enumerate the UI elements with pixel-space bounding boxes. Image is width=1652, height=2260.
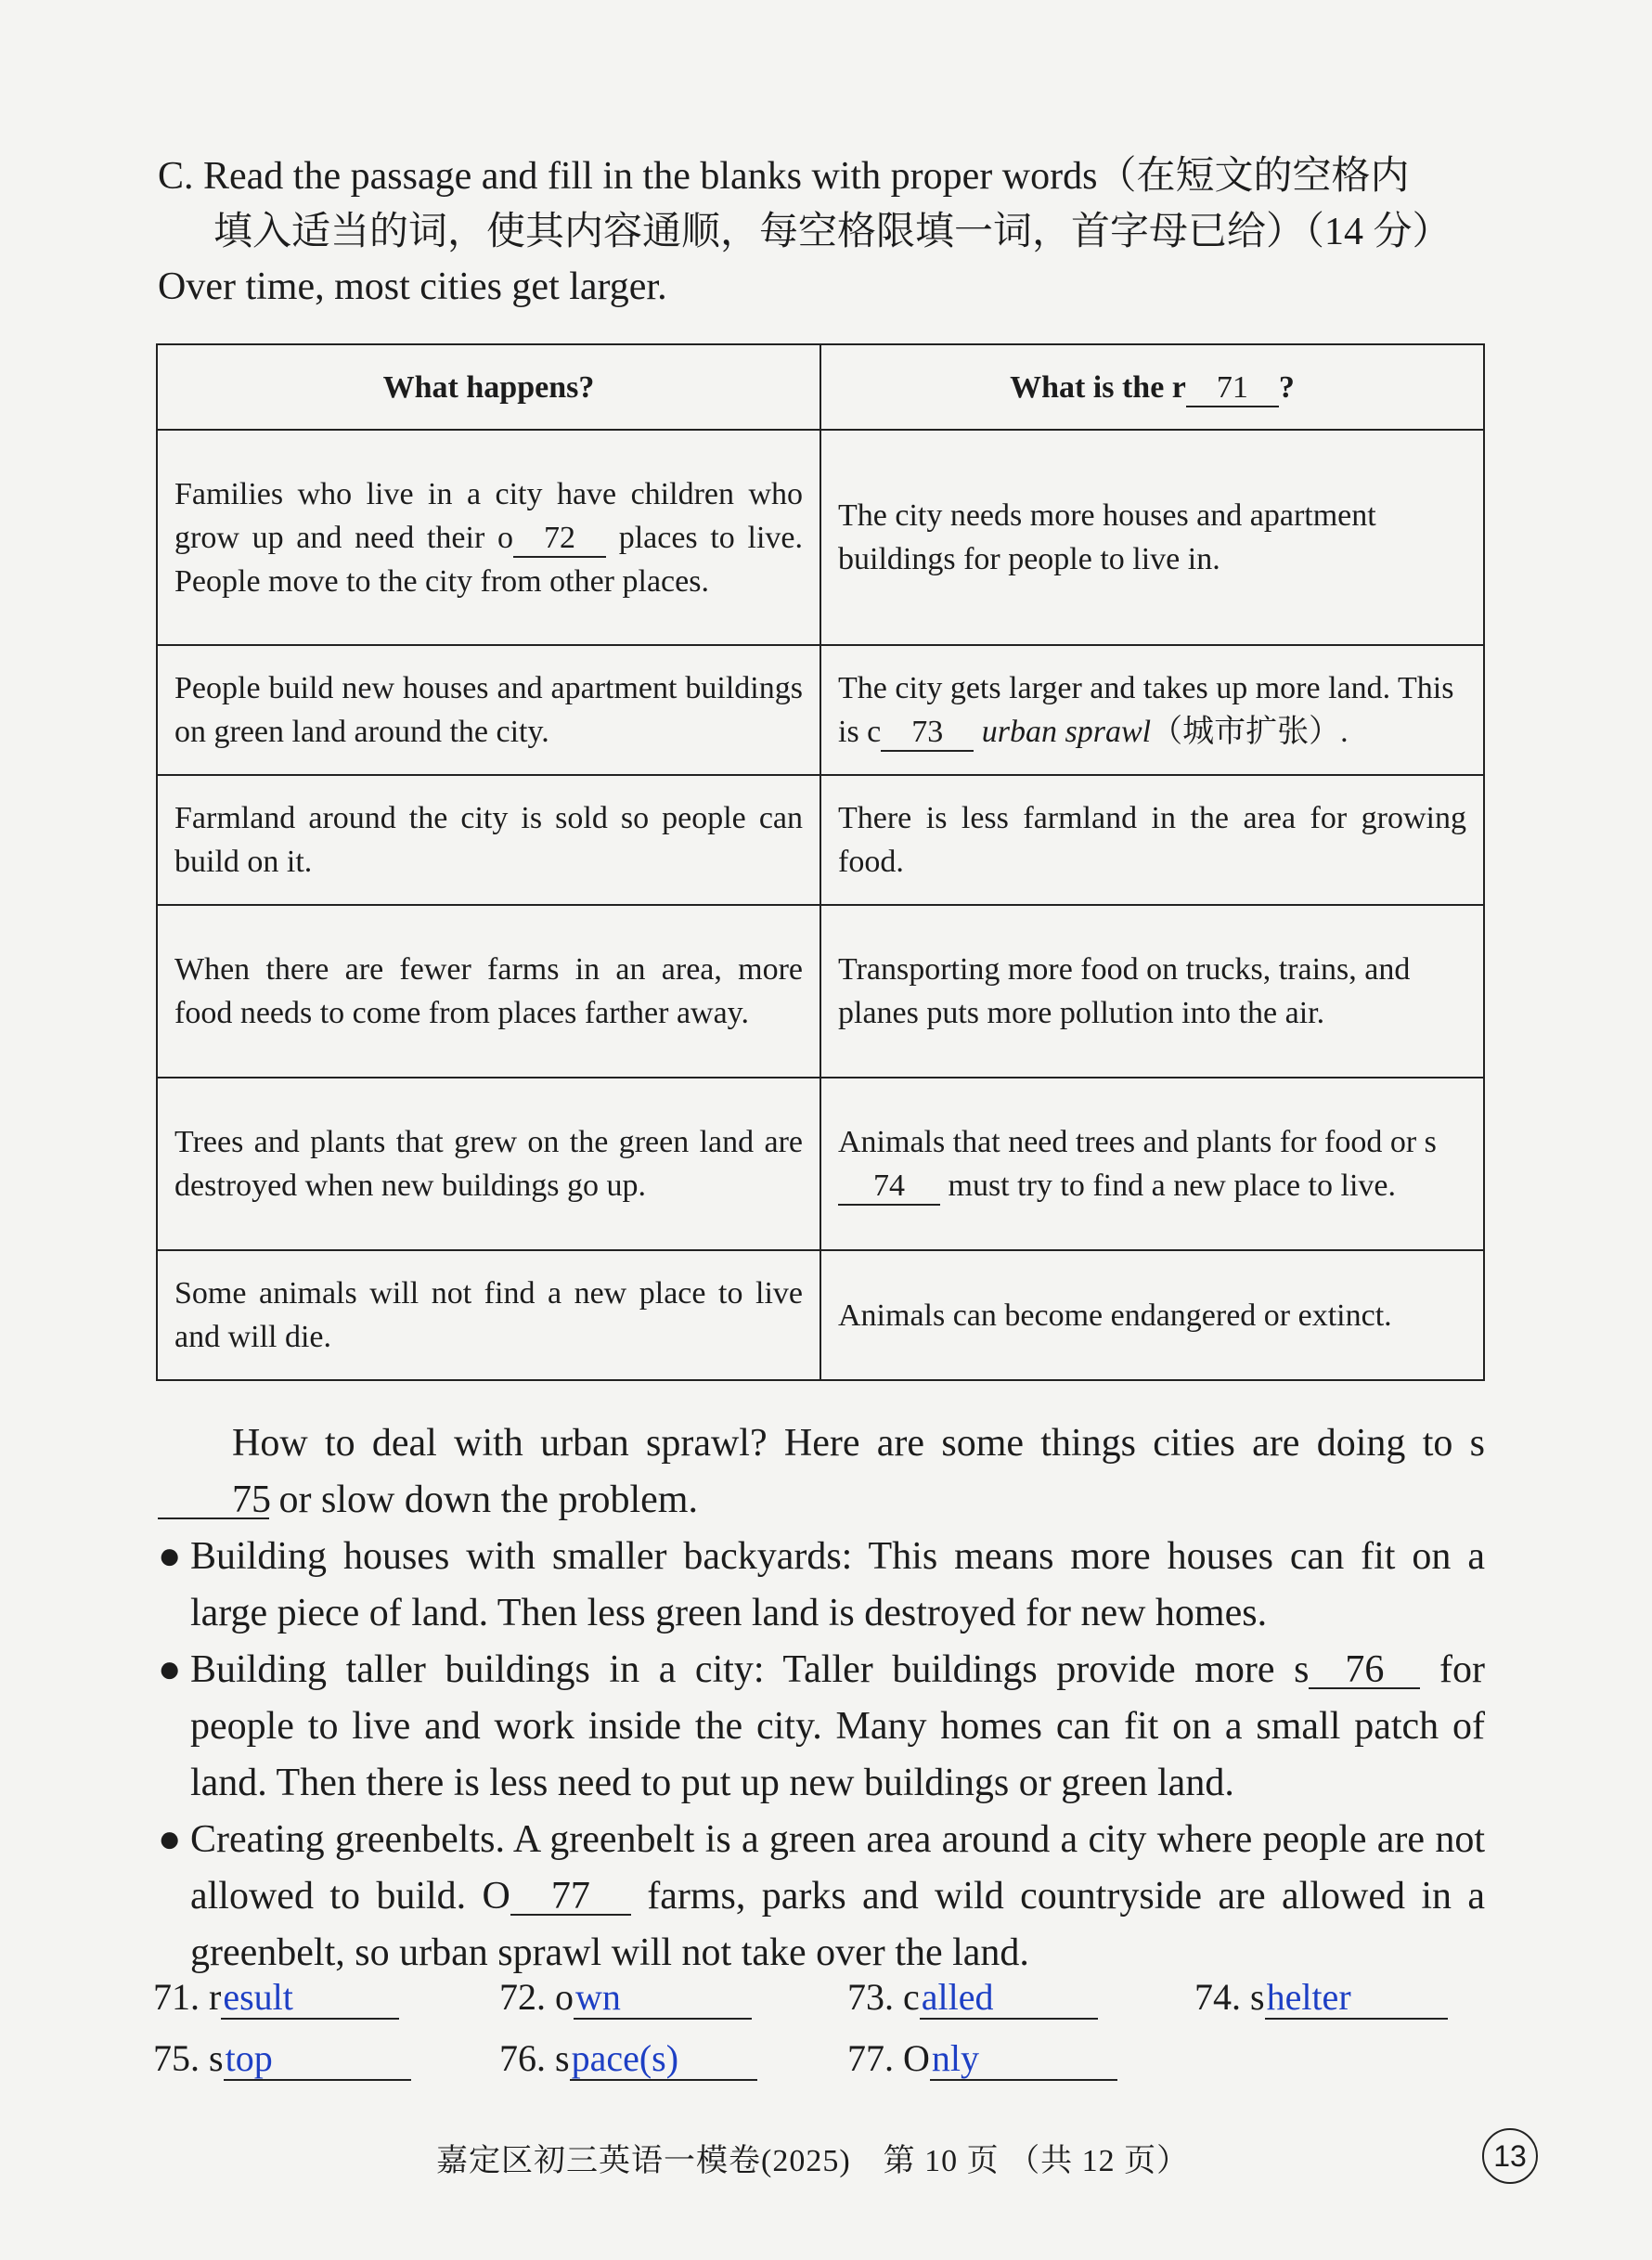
header-result — [820, 344, 1484, 430]
row5-right-cell — [820, 1078, 1484, 1250]
blank-73[interactable] — [881, 715, 974, 752]
bullet-item-3 — [158, 1812, 1485, 1982]
table-header-row — [157, 344, 1484, 430]
answer-76-label: 76. s — [499, 2037, 570, 2079]
blank-71-number: 71 — [1216, 369, 1248, 405]
header-result-qmark: ? — [1278, 369, 1295, 405]
row2-left-cell: People build new houses and apartment buildings on green land around the city. — [157, 645, 820, 775]
row2-right-text-b: （城市扩张）. — [1151, 715, 1349, 749]
bullet-1-text: Building houses with smaller backyards: This means more houses can fit on a large piece of land. Then less green land is destroyed for new homes. — [190, 1535, 1485, 1634]
answer-74-label: 74. s — [1194, 1976, 1265, 2018]
bullet-3-text-b: farms, parks and wild countryside are allowed in a greenbelt, so urban sprawl will not take over the land. — [190, 1875, 1485, 1974]
bullet-dot-icon: ● — [158, 1648, 182, 1691]
blank-72[interactable] — [513, 521, 606, 558]
blank-76-number: 76 — [1345, 1648, 1385, 1691]
blank-75[interactable] — [158, 1479, 271, 1521]
row4-left-cell: When there are fewer farms in an area, more food needs to come from places farther away. — [157, 905, 820, 1078]
passage — [158, 1415, 1485, 1982]
blank-74[interactable] — [838, 1169, 940, 1206]
answer-72-fill[interactable]: wn — [574, 1977, 752, 2020]
bullet-2-text-a: Building taller buildings in a city: Taller buildings provide more s — [190, 1648, 1310, 1691]
table-row — [157, 430, 1484, 645]
answer-73 — [847, 1975, 1098, 2020]
bullet-3-text-a: Creating greenbelts. A greenbelt is a green area around a city where people are not allowed to build. O — [190, 1818, 1485, 1918]
blank-72-number: 72 — [543, 520, 575, 555]
row4-right-cell: Transporting more food on trucks, trains, and planes puts more pollution into the air. — [820, 905, 1484, 1078]
row6-right-cell: Animals can become endangered or extinct. — [820, 1250, 1484, 1380]
row2-italic-term: urban sprawl — [981, 715, 1152, 749]
cause-effect-table — [156, 343, 1485, 1381]
answer-77-fill[interactable]: nly — [930, 2038, 1117, 2081]
answer-75-label: 75. s — [153, 2037, 224, 2079]
header-result-text: What is the r — [1010, 369, 1186, 405]
blank-76[interactable] — [1309, 1648, 1420, 1691]
answer-77-label: 77. O — [847, 2037, 930, 2079]
blank-77[interactable] — [510, 1875, 631, 1918]
answer-73-fill[interactable]: alled — [920, 1977, 1098, 2020]
answer-72 — [499, 1975, 752, 2020]
row5-left-cell: Trees and plants that grew on the green land are destroyed when new buildings go up. — [157, 1078, 820, 1250]
section-instruction — [158, 149, 1485, 260]
row5-right-text-a: Animals that need trees and plants for food or s — [838, 1125, 1437, 1159]
table-row — [157, 1250, 1484, 1380]
blank-77-number: 77 — [550, 1875, 590, 1918]
instruction-line-2: 填入适当的词，使其内容通顺，每空格限填一词，首字母已给）（14 分） — [213, 211, 1452, 253]
bullet-dot-icon: ● — [158, 1535, 182, 1578]
blank-71[interactable] — [1186, 370, 1279, 407]
row2-right-cell — [820, 645, 1484, 775]
answer-71-label: 71. r — [153, 1976, 222, 2018]
row1-left-text-a: Families who live in a city have children who grow up and need their o — [174, 476, 803, 555]
row5-right-text-b: must try to find a new place to live. — [948, 1169, 1396, 1203]
table-row — [157, 645, 1484, 775]
row1-left-text-b: places to live. People move to the city from other places. — [174, 520, 803, 599]
blank-74-number: 74 — [873, 1169, 905, 1203]
row2-right-text-a: The city gets larger and takes up more land. This is c — [838, 671, 1454, 749]
row1-right-cell: The city needs more houses and apartment buildings for people to live in. — [820, 430, 1484, 645]
answer-74 — [1194, 1975, 1448, 2020]
passage-paragraph-1 — [158, 1415, 1485, 1529]
p1-text-a: How to deal with urban sprawl? Here are some things cities are doing to s — [232, 1422, 1485, 1465]
instruction-line-1: C. Read the passage and fill in the blanks with proper words（在短文的空格内 — [158, 155, 1410, 198]
answer-77 — [847, 2036, 1117, 2081]
table-row — [157, 775, 1484, 905]
page-footer: 嘉定区初三英语一模卷(2025) 第 10 页 （共 12 页） — [436, 2144, 1190, 2178]
answer-76 — [499, 2036, 757, 2081]
answer-71-fill[interactable]: esult — [221, 1977, 399, 2020]
answer-75-fill[interactable]: top — [224, 2038, 411, 2081]
answer-74-fill[interactable]: helter — [1265, 1977, 1448, 2020]
bullet-dot-icon: ● — [158, 1818, 182, 1861]
answer-71 — [153, 1975, 399, 2020]
p1-text-b: or slow down the problem. — [278, 1479, 698, 1521]
answer-73-label: 73. c — [847, 1976, 920, 2018]
header-what-happens: What happens? — [157, 344, 820, 430]
table-row — [157, 1078, 1484, 1250]
bullet-item-2 — [158, 1642, 1485, 1812]
row3-left-cell: Farmland around the city is sold so people can build on it. — [157, 775, 820, 905]
bullet-2-text-b: for people to live and work inside the city. Many homes can fit on a small patch of land. Then there is less need to put up new buildings or green land. — [190, 1648, 1486, 1804]
answer-72-label: 72. o — [499, 1976, 574, 2018]
answer-76-fill[interactable]: pace(s) — [570, 2038, 757, 2081]
table-row — [157, 905, 1484, 1078]
bullet-item-1 — [158, 1529, 1485, 1642]
answer-75 — [153, 2036, 411, 2081]
row1-left-cell — [157, 430, 820, 645]
row6-left-cell: Some animals will not find a new place to live and will die. — [157, 1250, 820, 1380]
blank-75-number: 75 — [232, 1479, 271, 1521]
circled-page-number: 13 — [1482, 2128, 1538, 2184]
row3-right-cell: There is less farmland in the area for growing food. — [820, 775, 1484, 905]
blank-73-number: 73 — [911, 715, 944, 749]
intro-sentence: Over time, most cities get larger. — [158, 265, 667, 308]
